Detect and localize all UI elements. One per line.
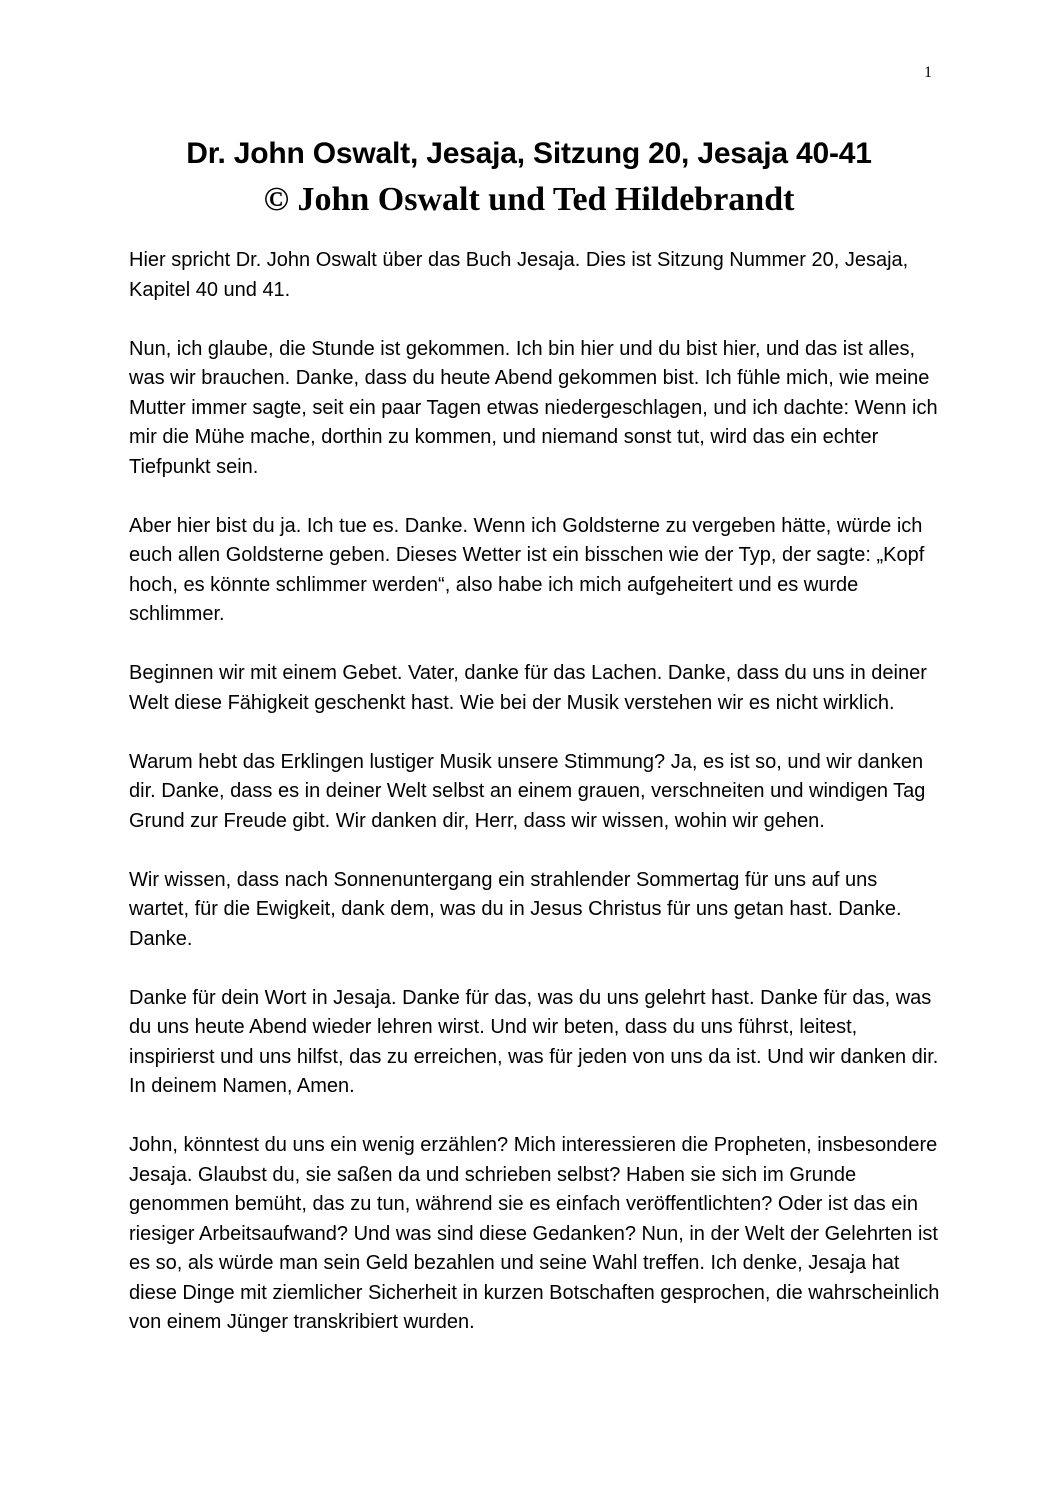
paragraph: Beginnen wir mit einem Gebet. Vater, danke für das Lachen. Danke, dass du uns in deiner Welt diese Fähigkeit geschenkt hast. Wie bei der Musik verstehen wir es nicht wirklich. [129,662,927,714]
body-text [129,246,941,1367]
paragraph: Wir wissen, dass nach Sonnenuntergang ein strahlender Sommertag für uns auf uns wartet, für die Ewigkeit, dank dem, was du in Jesus Christus für uns getan hast. Danke. Danke. [129,868,902,950]
paragraph: Danke für dein Wort in Jesaja. Danke für das, was du uns gelehrt hast. Danke für das, was du uns heute Abend wieder lehren wirst. Und wir beten, dass du uns führst, leitest, inspirierst und uns hilfst, das zu erreichen, was für jeden von uns da ist. Und wir danken dir. In deinem Namen, Amen. [129,986,939,1097]
title-line-1: Dr. John Oswalt, Jesaja, Sitzung 20, Jesaja 40-41 [186,137,872,170]
document-title [0,134,1058,224]
title-line-2: © John Oswalt und Ted Hildebrandt [263,181,795,218]
paragraph: Warum hebt das Erklingen lustiger Musik unsere Stimmung? Ja, es ist so, und wir danken dir. Danke, dass es in deiner Welt selbst an einem grauen, verschneiten und windigen Tag Grund zur Freude gibt. Wir danken dir, Herr, dass wir wissen, wohin wir gehen. [129,750,926,832]
paragraph: Hier spricht Dr. John Oswalt über das Buch Jesaja. Dies ist Sitzung Nummer 20, Jesaja, Kapitel 40 und 41. [129,249,909,301]
paragraph: Nun, ich glaube, die Stunde ist gekommen. Ich bin hier und du bist hier, und das ist alles, was wir brauchen. Danke, dass du heute Abend gekommen bist. Ich fühle mich, wie meine Mutter immer sagte, seit ein paar Tagen etwas niedergeschlagen, und ich dachte: Wenn ich mir die Mühe mache, dorthin zu kommen, und niemand sonst tut, wird das ein echter Tiefpunkt sein. [129,337,938,478]
paragraph: John, könntest du uns ein wenig erzählen? Mich interessieren die Propheten, insbesondere Jesaja. Glaubst du, sie saßen da und schrieben selbst? Haben sie sich im Grunde genommen bemüht, das zu tun, während sie es einfach veröffentlichten? Oder ist das ein riesiger Arbeitsaufwand? Und was sind diese Gedanken? Nun, in der Welt der Gelehrten ist es so, als würde man sein Geld bezahlen und seine Wahl treffen. Ich denke, Jesaja hat diese Dinge mit ziemlicher Sicherheit in kurzen Botschaften gesprochen, die wahrscheinlich von einem Jünger transkribiert wurden. [129,1134,940,1333]
paragraph: Aber hier bist du ja. Ich tue es. Danke. Wenn ich Goldsterne zu vergeben hätte, würde ich euch allen Goldsterne geben. Dieses Wetter ist ein bisschen wie der Typ, der sagte: „Kopf hoch, es könnte schlimmer werden“, also habe ich mich aufgeheitert und es wurde schlimmer. [129,514,925,625]
page-number: 1 [924,64,932,81]
